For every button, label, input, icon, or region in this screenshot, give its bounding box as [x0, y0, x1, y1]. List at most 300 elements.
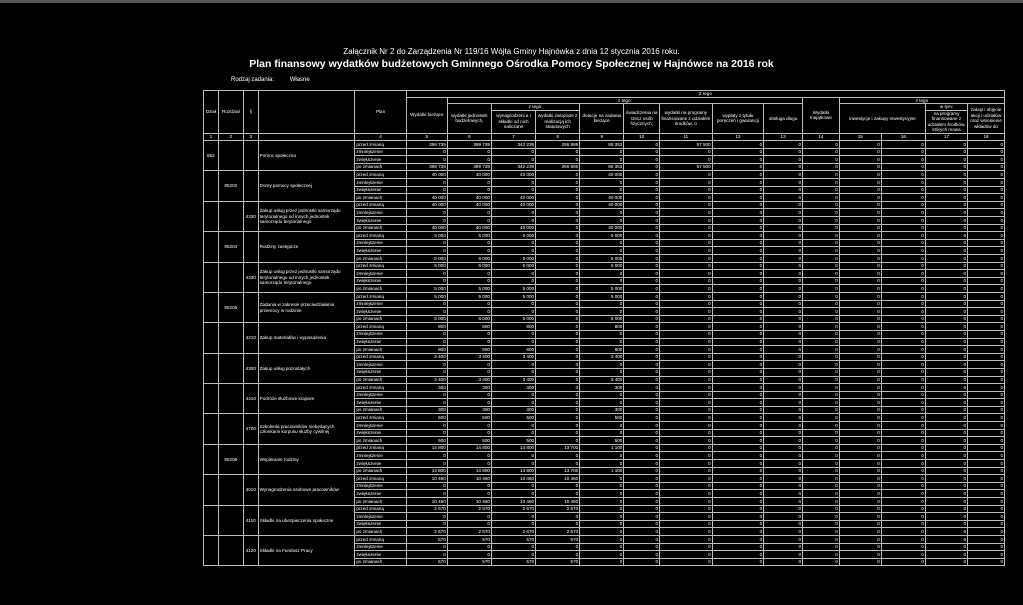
stage-label-cell: zmniejszenie	[355, 179, 407, 187]
stage-label-cell: zwiększenie	[355, 217, 407, 225]
amount-cell: 0	[803, 300, 840, 308]
amount-cell: 0	[624, 239, 660, 247]
stage-label-cell: po zmianach	[355, 315, 407, 323]
amount-cell: 0	[881, 452, 925, 460]
amount-cell: 0	[712, 475, 764, 483]
amount-cell: 0	[764, 535, 803, 543]
amount-cell: 0	[925, 285, 967, 293]
header-obsluga: obsługa długu	[764, 104, 803, 134]
stage-label-cell: zmniejszenie	[355, 148, 407, 156]
amount-cell: 5 000	[406, 315, 447, 323]
table-row	[204, 232, 1005, 240]
stage-label-cell: zmniejszenie	[355, 300, 407, 308]
amount-cell: 0	[839, 391, 881, 399]
rozdzial-cell: 85206	[218, 444, 243, 474]
column-number: 4	[355, 133, 407, 141]
amount-cell: 0	[968, 209, 1005, 217]
header-paragraf: §	[243, 91, 258, 134]
amount-cell: 0	[881, 467, 925, 475]
amount-cell: 0	[881, 558, 925, 566]
stage-label-cell: zmniejszenie	[355, 239, 407, 247]
amount-cell: 0	[764, 376, 803, 384]
amount-cell: 0	[968, 179, 1005, 187]
amount-cell: 0	[764, 300, 803, 308]
amount-cell: 40 000	[580, 224, 624, 232]
amount-cell: 0	[839, 179, 881, 187]
item-name-cell: Zadania w zakresie przeciwdziałania przemocy w rodzinie	[258, 292, 355, 322]
amount-cell: 0	[925, 201, 967, 209]
stage-label-cell: przed zmianą	[355, 292, 407, 300]
amount-cell: 0	[764, 194, 803, 202]
item-name-cell: Domy pomocy społecznej	[258, 171, 355, 201]
dzial-cell: 852	[204, 141, 219, 171]
stage-label-cell: zwiększenie	[355, 338, 407, 346]
stage-label-cell: po zmianach	[355, 224, 407, 232]
amount-cell: 0	[447, 368, 491, 376]
amount-cell: 5 000	[406, 292, 447, 300]
amount-cell: 0	[491, 156, 535, 164]
amount-cell: 5 000	[491, 285, 535, 293]
amount-cell: 0	[536, 148, 580, 156]
amount-cell: 500	[447, 437, 491, 445]
stage-label-cell: przed zmianą	[355, 353, 407, 361]
column-number: 17	[925, 133, 967, 141]
amount-cell: 3 400	[580, 353, 624, 361]
amount-cell: 0	[925, 384, 967, 392]
amount-cell: 0	[580, 482, 624, 490]
amount-cell: 0	[536, 292, 580, 300]
amount-cell: 0	[660, 330, 713, 338]
amount-cell: 0	[491, 551, 535, 559]
amount-cell: 0	[925, 308, 967, 316]
amount-cell: 570	[406, 558, 447, 566]
amount-cell: 0	[925, 179, 967, 187]
amount-cell: 0	[803, 323, 840, 331]
amount-cell: 0	[839, 406, 881, 414]
amount-cell: 0	[764, 490, 803, 498]
amount-cell: 0	[660, 490, 713, 498]
amount-cell: 0	[881, 194, 925, 202]
amount-cell: 0	[764, 520, 803, 528]
amount-cell: 0	[968, 543, 1005, 551]
amount-cell: 0	[660, 346, 713, 354]
amount-cell: 0	[624, 217, 660, 225]
amount-cell: 2 670	[536, 505, 580, 513]
amount-cell: 0	[536, 156, 580, 164]
amount-cell: 0	[764, 558, 803, 566]
amount-cell: 0	[580, 277, 624, 285]
amount-cell: 85 353	[580, 163, 624, 171]
amount-cell: 0	[447, 399, 491, 407]
amount-cell: 0	[536, 422, 580, 430]
amount-cell: 0	[881, 141, 925, 149]
amount-cell: 0	[925, 406, 967, 414]
amount-cell: 0	[803, 467, 840, 475]
amount-cell: 0	[881, 368, 925, 376]
amount-cell: 0	[968, 186, 1005, 194]
dzial-cell	[204, 444, 219, 474]
amount-cell: 3 400	[580, 376, 624, 384]
amount-cell: 0	[764, 505, 803, 513]
amount-cell: 0	[624, 194, 660, 202]
header-programy-2: na programy finansowane z udziałem środków, których mowa	[925, 110, 967, 133]
amount-cell: 0	[536, 270, 580, 278]
amount-cell: 0	[839, 513, 881, 521]
amount-cell: 0	[660, 520, 713, 528]
amount-cell: 0	[491, 247, 535, 255]
amount-cell: 570	[536, 558, 580, 566]
amount-cell: 0	[881, 232, 925, 240]
amount-cell: 0	[406, 460, 447, 468]
amount-cell: 0	[925, 270, 967, 278]
amount-cell: 10 460	[491, 475, 535, 483]
amount-cell: 0	[660, 194, 713, 202]
amount-cell: 0	[764, 338, 803, 346]
amount-cell: 2 670	[447, 505, 491, 513]
amount-cell: 0	[925, 247, 967, 255]
amount-cell: 0	[712, 353, 764, 361]
amount-cell: 14 800	[491, 444, 535, 452]
amount-cell: 0	[491, 490, 535, 498]
amount-cell: 0	[839, 255, 881, 263]
amount-cell: 0	[712, 194, 764, 202]
amount-cell: 1 100	[580, 467, 624, 475]
amount-cell: 0	[764, 414, 803, 422]
stage-label-cell: po zmianach	[355, 376, 407, 384]
dzial-cell	[204, 475, 219, 505]
header-plan: Plan	[355, 91, 407, 134]
amount-cell: 0	[491, 520, 535, 528]
amount-cell: 0	[839, 384, 881, 392]
amount-cell: 0	[881, 330, 925, 338]
amount-cell: 800	[406, 346, 447, 354]
dzial-cell	[204, 384, 219, 414]
stage-label-cell: przed zmianą	[355, 323, 407, 331]
amount-cell: 0	[803, 399, 840, 407]
amount-cell: 0	[881, 285, 925, 293]
amount-cell: 0	[764, 429, 803, 437]
amount-cell: 0	[839, 429, 881, 437]
amount-cell: 0	[881, 406, 925, 414]
amount-cell: 0	[580, 452, 624, 460]
amount-cell: 0	[406, 551, 447, 559]
amount-cell: 40 000	[491, 171, 535, 179]
amount-cell: 0	[803, 444, 840, 452]
amount-cell: 0	[925, 399, 967, 407]
amount-cell: 0	[660, 513, 713, 521]
amount-cell: 0	[580, 498, 624, 506]
amount-cell: 10 460	[406, 475, 447, 483]
amount-cell: 0	[536, 255, 580, 263]
amount-cell: 0	[406, 399, 447, 407]
amount-cell: 0	[712, 156, 764, 164]
amount-cell: 40 000	[580, 171, 624, 179]
amount-cell: 0	[968, 528, 1005, 536]
amount-cell: 300	[447, 384, 491, 392]
stage-label-cell: zmniejszenie	[355, 330, 407, 338]
amount-cell: 0	[712, 239, 764, 247]
dzial-cell	[204, 535, 219, 565]
amount-cell: 0	[764, 498, 803, 506]
amount-cell: 0	[624, 300, 660, 308]
amount-cell: 0	[881, 490, 925, 498]
amount-cell: 14 800	[447, 444, 491, 452]
amount-cell: 0	[712, 513, 764, 521]
dzial-cell	[204, 353, 219, 383]
column-number: 3	[243, 133, 258, 141]
amount-cell: 399 739	[447, 163, 491, 171]
amount-cell: 0	[624, 452, 660, 460]
amount-cell: 0	[712, 270, 764, 278]
amount-cell: 5 000	[491, 292, 535, 300]
amount-cell: 0	[968, 232, 1005, 240]
stage-label-cell: zwiększenie	[355, 308, 407, 316]
paragraf-cell: 4410	[243, 384, 258, 414]
amount-cell: 0	[447, 300, 491, 308]
amount-cell: 0	[536, 277, 580, 285]
amount-cell: 0	[660, 498, 713, 506]
amount-cell: 0	[925, 292, 967, 300]
amount-cell: 40 000	[580, 201, 624, 209]
amount-cell: 40 000	[406, 201, 447, 209]
header-w-tym: w tym:	[925, 104, 967, 111]
stage-label-cell: zwiększenie	[355, 460, 407, 468]
amount-cell: 0	[881, 399, 925, 407]
amount-cell: 0	[803, 368, 840, 376]
amount-cell: 0	[624, 247, 660, 255]
amount-cell: 0	[925, 535, 967, 543]
amount-cell: 0	[624, 277, 660, 285]
amount-cell: 0	[803, 535, 840, 543]
amount-cell: 0	[536, 300, 580, 308]
amount-cell: 0	[803, 277, 840, 285]
amount-cell: 0	[536, 543, 580, 551]
paragraf-cell	[243, 171, 258, 201]
amount-cell: 0	[447, 543, 491, 551]
amount-cell: 0	[536, 368, 580, 376]
amount-cell: 0	[764, 323, 803, 331]
amount-cell: 0	[881, 186, 925, 194]
amount-cell: 0	[491, 460, 535, 468]
amount-cell: 0	[803, 543, 840, 551]
amount-cell: 0	[624, 224, 660, 232]
amount-cell: 0	[968, 391, 1005, 399]
stage-label-cell: zmniejszenie	[355, 513, 407, 521]
amount-cell: 0	[968, 376, 1005, 384]
amount-cell: 0	[660, 270, 713, 278]
amount-cell: 0	[925, 452, 967, 460]
amount-cell: 0	[660, 186, 713, 194]
amount-cell: 0	[406, 277, 447, 285]
amount-cell: 0	[925, 361, 967, 369]
amount-cell: 0	[881, 270, 925, 278]
amount-cell: 0	[660, 232, 713, 240]
amount-cell: 0	[712, 323, 764, 331]
amount-cell: 0	[925, 467, 967, 475]
amount-cell: 0	[624, 270, 660, 278]
amount-cell: 0	[803, 292, 840, 300]
amount-cell: 0	[447, 186, 491, 194]
amount-cell: 0	[839, 414, 881, 422]
amount-cell: 0	[839, 422, 881, 430]
amount-cell: 0	[839, 361, 881, 369]
amount-cell: 0	[624, 429, 660, 437]
amount-cell: 0	[712, 391, 764, 399]
amount-cell: 0	[839, 239, 881, 247]
amount-cell: 0	[968, 247, 1005, 255]
item-name-cell: Zakup usług pozostałych	[258, 353, 355, 383]
table-row	[204, 353, 1005, 361]
amount-cell: 0	[536, 414, 580, 422]
stage-label-cell: przed zmianą	[355, 201, 407, 209]
amount-cell: 0	[406, 308, 447, 316]
amount-cell: 0	[764, 384, 803, 392]
amount-cell: 0	[536, 247, 580, 255]
stage-label-cell: zmniejszenie	[355, 209, 407, 217]
amount-cell: 0	[491, 179, 535, 187]
amount-cell: 0	[881, 551, 925, 559]
amount-cell: 0	[660, 315, 713, 323]
amount-cell: 5 000	[406, 262, 447, 270]
amount-cell: 0	[660, 338, 713, 346]
amount-cell: 0	[925, 338, 967, 346]
header-programy: wydatki na programy finansowane z udziałem środków, o	[660, 104, 713, 134]
amount-cell: 0	[536, 285, 580, 293]
amount-cell: 0	[764, 232, 803, 240]
amount-cell: 0	[803, 338, 840, 346]
amount-cell: 0	[764, 171, 803, 179]
amount-cell: 0	[536, 406, 580, 414]
amount-cell: 0	[660, 323, 713, 331]
amount-cell: 0	[764, 467, 803, 475]
amount-cell: 2 670	[406, 505, 447, 513]
amount-cell: 0	[925, 141, 967, 149]
amount-cell: 0	[624, 353, 660, 361]
amount-cell: 0	[712, 361, 764, 369]
amount-cell: 0	[660, 285, 713, 293]
column-number: 7	[491, 133, 535, 141]
dzial-cell	[204, 292, 219, 322]
amount-cell: 0	[764, 186, 803, 194]
amount-cell: 0	[536, 224, 580, 232]
amount-cell: 0	[881, 361, 925, 369]
amount-cell: 0	[764, 277, 803, 285]
amount-cell: 0	[839, 209, 881, 217]
amount-cell: 0	[968, 437, 1005, 445]
amount-cell: 0	[839, 186, 881, 194]
amount-cell: 0	[803, 255, 840, 263]
amount-cell: 0	[660, 201, 713, 209]
amount-cell: 0	[881, 239, 925, 247]
dzial-cell	[204, 505, 219, 535]
amount-cell: 0	[803, 247, 840, 255]
amount-cell: 0	[881, 429, 925, 437]
amount-cell: 0	[881, 535, 925, 543]
amount-cell: 0	[881, 422, 925, 430]
amount-cell: 0	[925, 543, 967, 551]
amount-cell: 85 353	[580, 141, 624, 149]
item-name-cell: Pomoc społeczna	[258, 141, 355, 171]
amount-cell: 40 000	[491, 201, 535, 209]
amount-cell: 0	[406, 482, 447, 490]
amount-cell: 2 670	[447, 528, 491, 536]
amount-cell: 0	[660, 543, 713, 551]
amount-cell: 0	[803, 452, 840, 460]
amount-cell: 0	[968, 551, 1005, 559]
amount-cell: 0	[764, 148, 803, 156]
stage-label-cell: zwiększenie	[355, 368, 407, 376]
amount-cell: 5 000	[447, 232, 491, 240]
amount-cell: 0	[447, 482, 491, 490]
amount-cell: 0	[660, 217, 713, 225]
amount-cell: 0	[968, 270, 1005, 278]
rozdzial-cell: 85202	[218, 171, 243, 201]
stage-label-cell: po zmianach	[355, 467, 407, 475]
table-header	[204, 91, 1005, 141]
amount-cell: 40 000	[406, 171, 447, 179]
amount-cell: 0	[925, 323, 967, 331]
amount-cell: 300	[491, 406, 535, 414]
table-row	[204, 171, 1005, 179]
amount-cell: 0	[660, 460, 713, 468]
amount-cell: 0	[660, 239, 713, 247]
amount-cell: 0	[881, 209, 925, 217]
amount-cell: 0	[968, 414, 1005, 422]
amount-cell: 0	[925, 368, 967, 376]
amount-cell: 0	[624, 475, 660, 483]
paragraf-cell	[243, 141, 258, 171]
amount-cell: 0	[764, 156, 803, 164]
stage-label-cell: przed zmianą	[355, 505, 407, 513]
amount-cell: 0	[536, 201, 580, 209]
amount-cell: 0	[881, 437, 925, 445]
amount-cell: 0	[660, 277, 713, 285]
annex-heading: Załącznik Nr 2 do Zarządzenia Nr 119/16 Wójta Gminy Hajnówka z dnia 12 stycznia 2016 roku.	[343, 47, 680, 56]
amount-cell: 0	[660, 429, 713, 437]
amount-cell: 800	[406, 323, 447, 331]
amount-cell: 300	[406, 406, 447, 414]
amount-cell: 0	[536, 209, 580, 217]
amount-cell: 0	[580, 551, 624, 559]
amount-cell: 0	[536, 520, 580, 528]
amount-cell: 0	[536, 490, 580, 498]
amount-cell: 0	[839, 528, 881, 536]
rozdzial-cell	[218, 414, 243, 444]
amount-cell: 0	[536, 452, 580, 460]
amount-cell: 0	[881, 315, 925, 323]
amount-cell: 0	[925, 171, 967, 179]
column-number: 1	[204, 133, 219, 141]
amount-cell: 0	[624, 368, 660, 376]
amount-cell: 0	[803, 558, 840, 566]
amount-cell: 0	[839, 262, 881, 270]
amount-cell: 0	[491, 209, 535, 217]
amount-cell: 0	[447, 270, 491, 278]
amount-cell: 0	[660, 308, 713, 316]
amount-cell: 0	[968, 444, 1005, 452]
amount-cell: 0	[491, 330, 535, 338]
amount-cell: 0	[491, 482, 535, 490]
amount-cell: 0	[660, 171, 713, 179]
amount-cell: 0	[447, 422, 491, 430]
stage-label-cell: po zmianach	[355, 498, 407, 506]
amount-cell: 0	[764, 406, 803, 414]
amount-cell: 0	[447, 308, 491, 316]
amount-cell: 0	[491, 217, 535, 225]
amount-cell: 0	[624, 490, 660, 498]
amount-cell: 0	[803, 482, 840, 490]
header-majatkowe: Wydatki majątkowe	[803, 97, 840, 133]
